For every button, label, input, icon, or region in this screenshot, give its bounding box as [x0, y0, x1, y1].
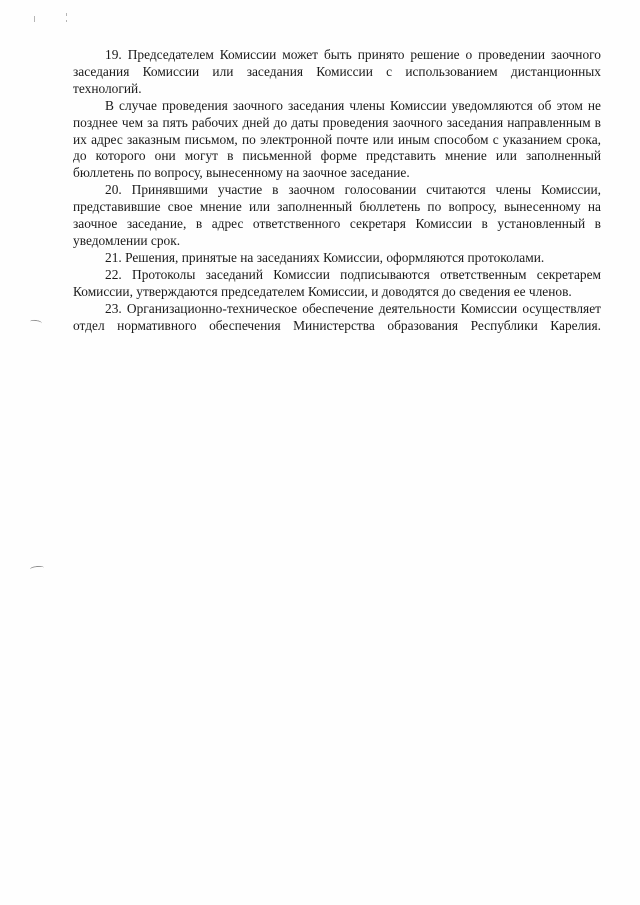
paragraph-23: 23. Организационно-техническое обеспечение деятельности Комиссии осуществляет отдел нормативного обеспечения Министерства образования Республики Карелия. — [73, 300, 601, 333]
scan-artifact — [66, 13, 67, 16]
paragraph-19: 19. Председателем Комиссии может быть принято решение о проведении заочного заседания Комиссии или заседания Комиссии с использованием дистанционных технологий. — [73, 47, 601, 96]
scan-artifact — [30, 319, 43, 326]
paragraph-19-notice: В случае проведения заочного заседания члены Комиссии уведомляются об этом не позднее чем за пять рабочих дней до даты проведения заочного заседания направленным в их адрес заказным письмом, по электронной почте или иным способом с указанием срока, до которого они могут в письменной форме представить мнение или заполненный бюллетень по вопросу, вынесенному на заочное заседание. — [73, 97, 601, 181]
scan-artifact — [30, 565, 44, 571]
scan-artifact — [34, 16, 35, 22]
paragraph-22: 22. Протоколы заседаний Комиссии подписываются ответственным секретарем Комиссии, утверждаются председателем Комиссии, и доводятся до сведения ее членов. — [73, 266, 601, 299]
document-body — [73, 47, 601, 334]
paragraph-21: 21. Решения, принятые на заседаниях Комиссии, оформляются протоколами. — [105, 249, 545, 265]
scan-artifact — [66, 20, 67, 22]
paragraph-20: 20. Принявшими участие в заочном голосовании считаются члены Комиссии, представившие свое мнение или заполненный бюллетень по вопросу, вынесенному на заочное заседание, в адрес ответственного секретаря Комиссии в установленный в уведомлении срок. — [73, 182, 601, 248]
